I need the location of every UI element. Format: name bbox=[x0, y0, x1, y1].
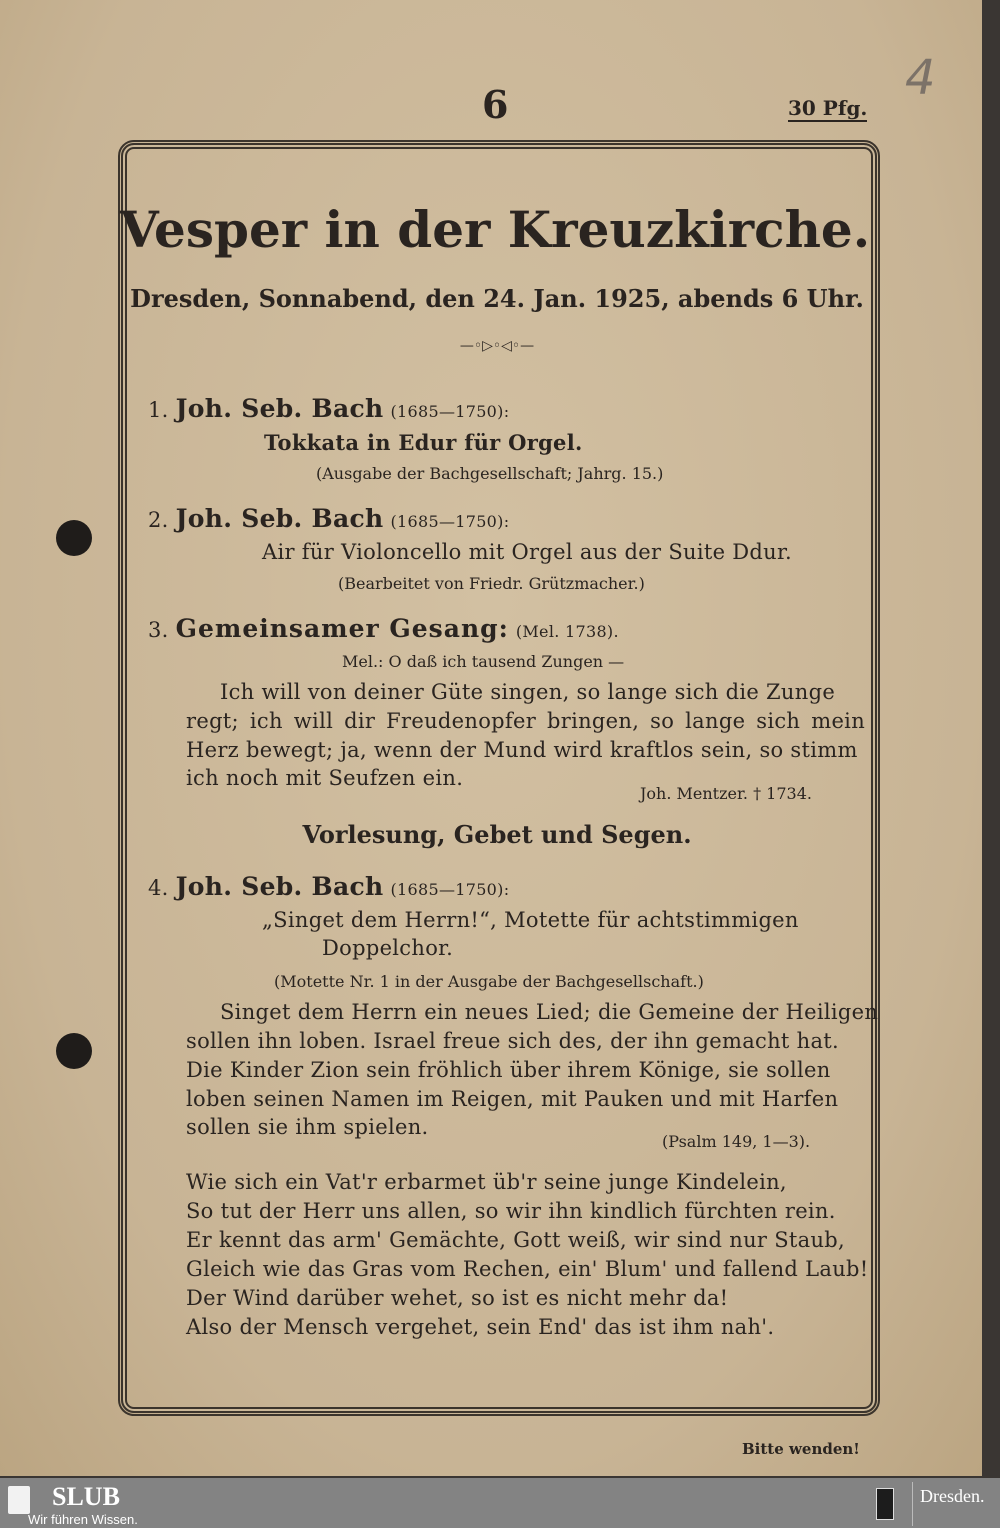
subtitle: Dresden, Sonnabend, den 24. Jan. 1925, abends 6 Uhr. bbox=[130, 284, 864, 313]
punch-hole bbox=[56, 1033, 92, 1069]
dates: (1685—1750): bbox=[390, 512, 510, 531]
item-number: 3. bbox=[148, 618, 169, 642]
punch-hole bbox=[56, 520, 92, 556]
hymn-heading: Gemeinsamer Gesang: bbox=[175, 614, 509, 643]
verse-line: Der Wind darüber wehet, so ist es nicht mehr da! bbox=[186, 1286, 729, 1310]
composer: Joh. Seb. Bach bbox=[175, 872, 384, 901]
work-title: Tokkata in Edur für Orgel. bbox=[264, 430, 583, 455]
dates: (1685—1750): bbox=[390, 880, 510, 899]
interlude: Vorlesung, Gebet und Segen. bbox=[302, 820, 692, 849]
motet-line: sollen sie ihm spielen. bbox=[186, 1115, 429, 1139]
motet-line: sollen ihn loben. Israel freue sich des, der ihn gemacht hat. bbox=[186, 1029, 839, 1053]
dresden-logo[interactable]: Dresden. bbox=[920, 1486, 985, 1506]
composer: Joh. Seb. Bach bbox=[175, 504, 384, 533]
title: Vesper in der Kreuzkirche. bbox=[119, 200, 871, 259]
footer-bar bbox=[0, 1478, 1000, 1528]
composer: Joh. Seb. Bach bbox=[175, 394, 384, 423]
item-number: 1. bbox=[148, 398, 169, 422]
hymn-line: ich noch mit Seufzen ein. bbox=[186, 766, 464, 790]
verse-line: Also der Mensch vergehet, sein End' das ist ihm nah'. bbox=[186, 1315, 775, 1339]
price: 30 Pfg. bbox=[788, 96, 868, 120]
hymn-line: regt; ich will dir Freudenopfer bringen, so lange sich mein bbox=[186, 709, 866, 733]
motet-line: loben seinen Namen im Reigen, mit Pauken und mit Harfen bbox=[186, 1087, 839, 1111]
hymn-line: Ich will von deiner Güte singen, so lange sich die Zunge bbox=[220, 680, 836, 704]
edition-note: (Motette Nr. 1 in der Ausgabe der Bachgesellschaft.) bbox=[274, 972, 704, 991]
item-number: 2. bbox=[148, 508, 169, 532]
verse-line: Gleich wie das Gras vom Rechen, ein' Blum' und fallend Laub! bbox=[186, 1257, 869, 1281]
ornament: —◦▷◦◁◦— bbox=[459, 338, 535, 354]
dresden-coat-of-arms-icon bbox=[876, 1488, 894, 1520]
melody-date: (Mel. 1738). bbox=[515, 622, 619, 641]
slub-tagline: Wir führen Wissen. bbox=[28, 1512, 138, 1527]
dates: (1685—1750): bbox=[390, 402, 510, 421]
psalm-source: (Psalm 149, 1—3). bbox=[662, 1132, 811, 1151]
slub-logo[interactable]: SLUB bbox=[52, 1482, 120, 1511]
work-title: Air für Violoncello mit Orgel aus der Suite Ddur. bbox=[262, 540, 793, 564]
item-number: 4. bbox=[148, 876, 169, 900]
work-title: „Singet dem Herrn!“, Motette für achtstimmigen bbox=[262, 908, 799, 932]
verse-line: Wie sich ein Vat'r erbarmet üb'r seine junge Kindelein, bbox=[186, 1170, 787, 1194]
work-title: Doppelchor. bbox=[322, 936, 454, 960]
page-number: 6 bbox=[482, 82, 509, 127]
handwritten-mark: 4 bbox=[905, 50, 936, 106]
melody-note: Mel.: O daß ich tausend Zungen — bbox=[342, 652, 625, 671]
arrangement-note: (Bearbeitet von Friedr. Grützmacher.) bbox=[338, 574, 645, 593]
turn-over-note: Bitte wenden! bbox=[742, 1440, 860, 1458]
motet-line: Singet dem Herrn ein neues Lied; die Gemeine der Heiligen bbox=[220, 1000, 879, 1024]
verse-line: Er kennt das arm' Gemächte, Gott weiß, wir sind nur Staub, bbox=[186, 1228, 845, 1252]
hymn-line: Herz bewegt; ja, wenn der Mund wird kraftlos sein, so stimm bbox=[186, 738, 858, 762]
hymn-author: Joh. Mentzer. † 1734. bbox=[640, 784, 812, 803]
verse-line: So tut der Herr uns allen, so wir ihn kindlich fürchten rein. bbox=[186, 1199, 836, 1223]
slub-book-icon bbox=[8, 1486, 30, 1514]
motet-line: Die Kinder Zion sein fröhlich über ihrem Könige, sie sollen bbox=[186, 1058, 831, 1082]
divider bbox=[912, 1482, 913, 1526]
edition-note: (Ausgabe der Bachgesellschaft; Jahrg. 15.) bbox=[316, 464, 664, 483]
